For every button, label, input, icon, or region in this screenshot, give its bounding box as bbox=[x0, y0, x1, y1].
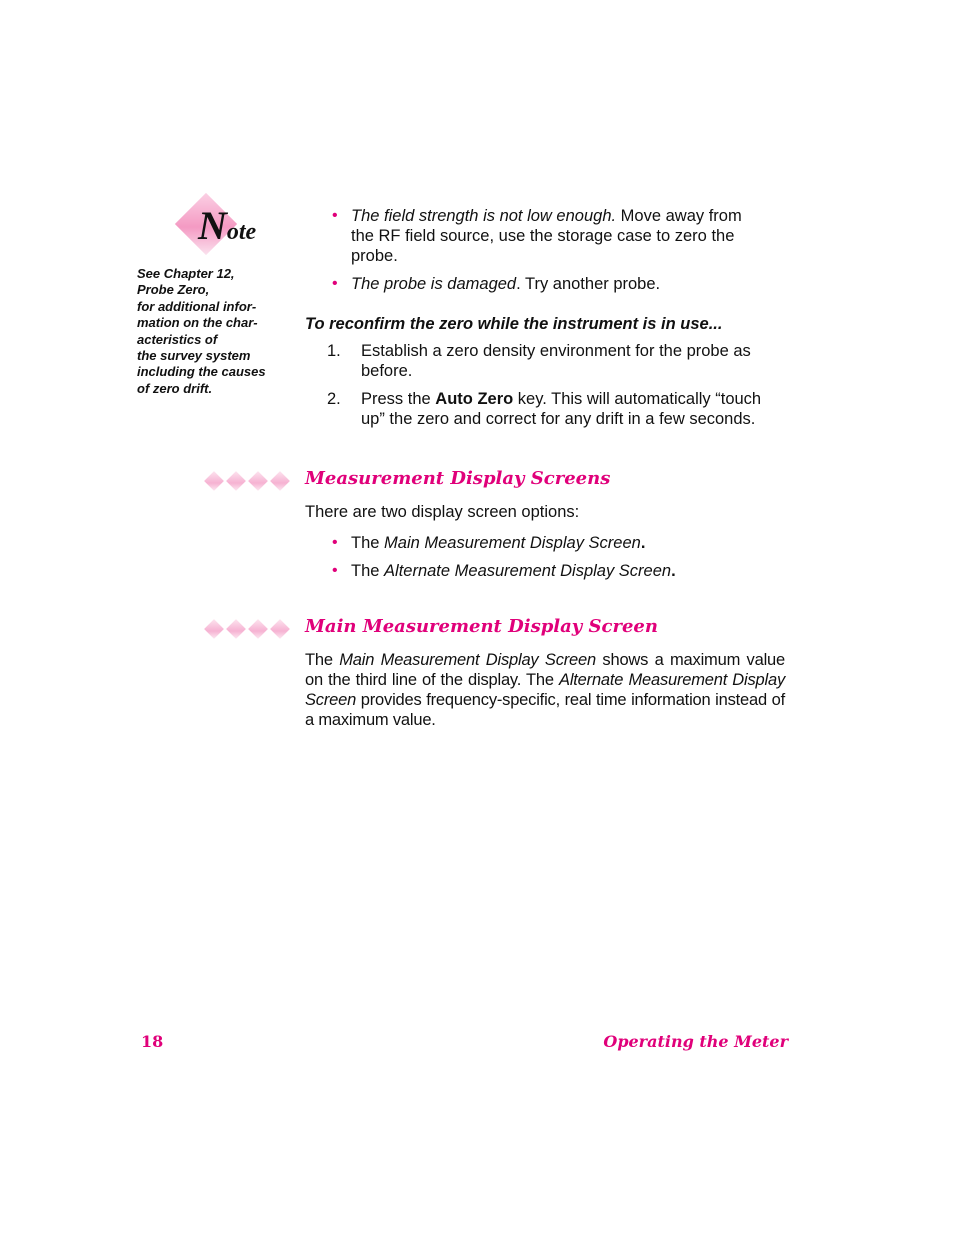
cause-item: The field strength is not low enough. Move away from the RF field source, use the storage case to zero the probe. bbox=[351, 207, 742, 265]
step-text: Establish a zero density environment for the probe as before. bbox=[361, 342, 751, 380]
page-number: 18 bbox=[141, 1032, 164, 1051]
side-note-line: Probe Zero, bbox=[137, 282, 210, 298]
side-note-line: including the causes bbox=[137, 364, 266, 380]
section-paragraph: The Main Measurement Display Screen shows a maximum value on the third line of the display. The Alternate Measurement Display Screen provides frequency-specific, real time information instead of a maximum value. bbox=[305, 651, 785, 729]
option-item: The Main Measurement Display Screen. bbox=[351, 534, 646, 552]
option-item: The Alternate Measurement Display Screen. bbox=[351, 562, 676, 580]
note-badge bbox=[178, 196, 278, 260]
section-diamonds-icon bbox=[203, 470, 295, 494]
section-title: Measurement Display Screens bbox=[305, 468, 611, 489]
side-note-line: acteristics of bbox=[137, 331, 218, 347]
bullet-icon: • bbox=[332, 562, 338, 579]
bullet-icon: • bbox=[332, 275, 338, 292]
bullet-icon: • bbox=[332, 207, 338, 224]
side-note-line: of zero drift. bbox=[137, 380, 213, 396]
section-intro: There are two display screen options: bbox=[305, 503, 580, 521]
side-note-line: mation on the char- bbox=[137, 315, 258, 331]
running-footer-title: Operating the Meter bbox=[603, 1032, 788, 1051]
reconfirm-heading: To reconfirm the zero while the instrument is in use... bbox=[305, 315, 723, 333]
side-note-line: See Chapter 12, bbox=[137, 266, 235, 281]
side-note bbox=[137, 266, 287, 397]
side-note-line: the survey system bbox=[137, 348, 251, 364]
cause-item: The probe is damaged. Try another probe. bbox=[351, 275, 661, 293]
side-note-line: for additional infor- bbox=[137, 298, 257, 314]
note-label: Note bbox=[198, 203, 257, 248]
section-diamonds-icon bbox=[203, 618, 295, 642]
step-text: Press the Auto Zero key. This will automatically “touch up” the zero and correct for any drift in a few seconds. bbox=[361, 390, 762, 428]
step-number: 2. bbox=[327, 390, 341, 408]
step-number: 1. bbox=[327, 342, 341, 360]
bullet-icon: • bbox=[332, 534, 338, 551]
section-title: Main Measurement Display Screen bbox=[305, 616, 658, 637]
